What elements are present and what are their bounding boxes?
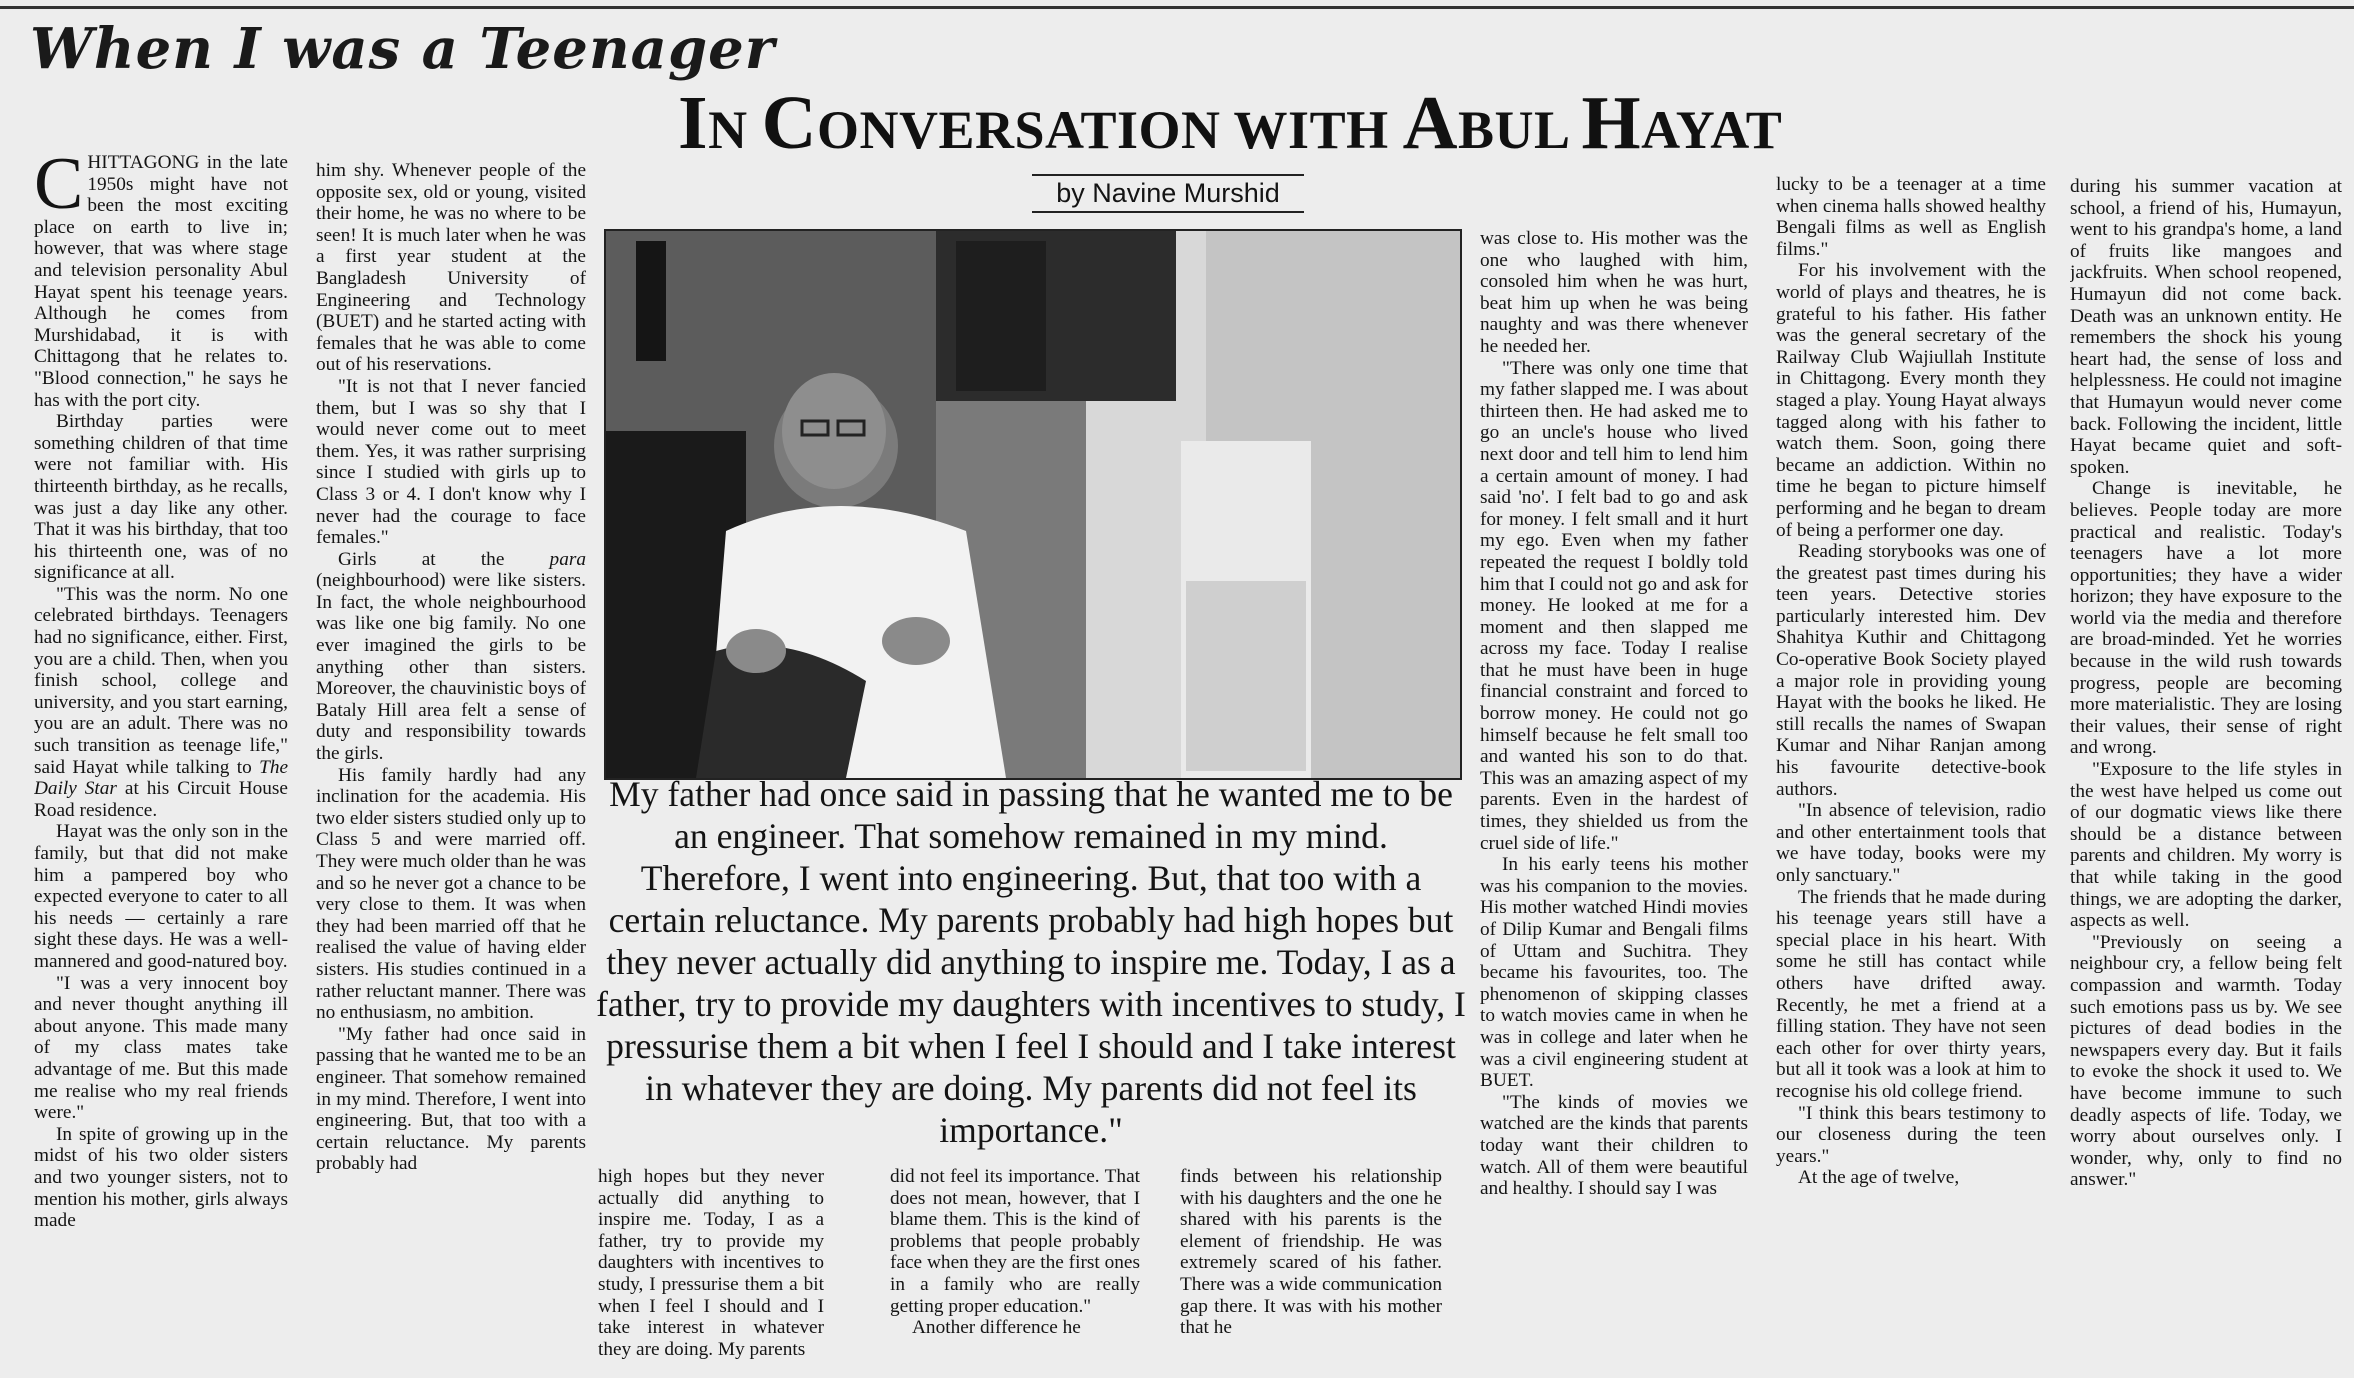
pull-quote: My father had once said in passing that he wanted me to be an engineer. That somehow remained in my mind. Therefore, I went into engineering. But, that too with a certain reluctance. My parents probably had high hopes but they never actually did anything to inspire me. Today, I as a father, try to provide my daughters with incentives to study, I pressurise them a bit when I feel I should and I take interest in whatever they are doing. My parents did not feel its importance." xyxy=(596,774,1466,1150)
paragraph xyxy=(316,549,586,765)
paragraph: Birthday parties were something children of that time were not familiar with. His thirteenth birthday, as he recalls, was just a day like any other. That it was his birthday, that too his thirteenth one, was of no significance at all. xyxy=(34,411,288,584)
headline-part: N xyxy=(708,100,762,160)
headline-part: ONVERSATION WITH xyxy=(816,100,1403,160)
paragraph: The friends that he made during his teenage years still have a special place in his heart. With some he still has contact while others have drifted away. Recently, he met a friend at a filling station. They have not seen each other for over thirty years, but all it took was a look at him to recognise his old college friend. xyxy=(1776,886,2046,1102)
paragraph-text: at his Circuit House Road residence. xyxy=(34,778,288,821)
headline-initial: C xyxy=(761,81,817,165)
paragraph: "The kinds of movies we watched are the kinds that parents today want their children to watch. All of them were beautiful and healthy. I should say I was xyxy=(1480,1091,1748,1200)
top-rule xyxy=(0,6,2354,9)
article-column-8 xyxy=(2070,176,2342,1372)
paragraph: lucky to be a teenager at a time when cinema halls showed healthy Bengali films as well as English films." xyxy=(1776,174,2046,260)
italic-word: para xyxy=(549,548,586,570)
headline xyxy=(678,80,1782,167)
article-column-7 xyxy=(1776,174,2046,1372)
paragraph: him shy. Whenever people of the opposite sex, old or young, visited their home, he was no where to be seen! It is much later when he was a first year student at the Bangladesh University of Engineering and Technology (BUET) and he started acting with females that he was able to come out of his reservations. xyxy=(316,160,586,376)
paragraph: At the age of twelve, xyxy=(1798,1167,1960,1189)
headline-initial: I xyxy=(678,81,709,165)
article-column-2 xyxy=(316,160,586,1372)
paragraph: Another difference he xyxy=(912,1317,1081,1339)
paragraph-text: "This was the norm. No one celebrated birthdays. Teenagers had no significance, either. First, you are a child. Then, when you finish school, college and university, and you start earning, you are an adult. There was no such transition as teenage life," said Hayat while talking to xyxy=(34,583,288,778)
section-kicker: When I was a Teenager xyxy=(30,16,776,82)
paragraph-text: Girls at the xyxy=(338,548,505,570)
article-column-3 xyxy=(598,1166,824,1372)
paragraph: "In absence of television, radio and other entertainment tools that we have today, books were my only sanctuary." xyxy=(1776,800,2046,886)
paragraph-text: (neighbourhood) were like sisters. In fact, the whole neighbourhood was like one big family. No one ever imagined the girls to be anything other than sisters. Moreover, the chauvinistic boys of Bataly Hill area felt a sense of duty and responsibility towards the girls. xyxy=(316,570,586,765)
paragraph: "Previously on seeing a neighbour cry, a fellow being felt compassion and warmth. Today such emotions pass us by. We see pictures of dead bodies in the newspapers every day. But it fails to evoke the shock it used to. We have become immune to such deadly aspects of life. Today, we worry about ourselves only. I wonder, why, only to find no answer." xyxy=(2070,931,2342,1191)
paragraph: "It is not that I never fancied them, but I was so shy that I would never come out to meet them. Yes, it was rather surprising since I studied with girls up to Class 3 or 4. I don't know why I never had the courage to face females." xyxy=(316,375,586,549)
paragraph xyxy=(34,152,288,411)
article-column-6 xyxy=(1480,228,1748,1372)
paragraph: finds between his relationship with his daughters and the one he shared with his parents is the element of friendship. He was extremely scared of his father. There was a wide communication gap there. It was with his mother that he xyxy=(1180,1166,1442,1339)
article-column-4 xyxy=(890,1166,1140,1372)
article-column-1 xyxy=(34,152,288,1372)
paragraph: "I think this bears testimony to our closeness during the teen years." xyxy=(1776,1102,2046,1167)
newspaper-name: The Daily Star xyxy=(34,756,288,800)
paragraph: Change is inevitable, he believes. People today are more practical and realistic. Today's teenagers have a lot more opportunities; they have a wider horizon; they have exposure to the world via the media and therefore are broad-minded. Yet he worries because in the wild rush towards progress, people are becoming more materialistic. They are losing their values, their sense of right and wrong. xyxy=(2070,478,2342,759)
paragraph: did not feel its importance. That does not mean, however, that I blame them. This is the kind of problems that people probably face when they are the first ones in a family who are really getting proper education." xyxy=(890,1166,1140,1317)
headline-initial: H xyxy=(1581,81,1642,165)
paragraph: "There was only one time that my father slapped me. I was about thirteen then. He had asked me to go an uncle's house who lived next door and tell him to lend him a certain amount of money. I had said 'no'. I felt bad to go and ask for money. I felt small and it hurt my ego. Even when my father repeated the request I boldly told him that I could not go and ask for money. He looked at me for a moment and then slapped me across my face. Today I realise that he must have been in huge financial constraint and forced to borrow money. He could not go himself because he felt small too and wanted his son to do that. This was an amazing aspect of my parents. Even in the hardest of times, they shielded us from the cruel side of life." xyxy=(1480,357,1748,854)
paragraph: Hayat was the only son in the family, but that did not make him a pampered boy who expected everyone to cater to all his needs — certainly a rare sight these days. He was a well-mannered and good-natured boy. xyxy=(34,821,288,972)
paragraph: In spite of growing up in the midst of his two older sisters and two younger sisters, not to mention his mother, girls always made xyxy=(34,1123,288,1232)
article-photo xyxy=(604,229,1462,780)
byline: by Navine Murshid xyxy=(1032,174,1304,213)
photo-of-abul-hayat xyxy=(606,231,1460,778)
headline-part: AYAT xyxy=(1641,100,1783,160)
paragraph: His family hardly had any inclination for the academia. His two elder sisters studied only up to Class 5 and were married off. They were much older than he was and so he never got a chance to be very close to them. It was when they had been married off that he realised the value of having elder sisters. His studies continued in a rather reluctant manner. There was no enthusiasm, no ambition. xyxy=(316,764,586,1024)
paragraph: Reading storybooks was one of the greatest past times during his teen years. Detective stories particularly interested him. Dev Shahitya Kuthir and Chittagong Co-operative Book Society played a major role in providing young Hayat with the books he liked. He still recalls the names of Swapan Kumar and Nihar Ranjan among his favourite detective-book authors. xyxy=(1776,541,2046,800)
paragraph: "My father had once said in passing that he wanted me to be an engineer. That somehow remained in my mind. Therefore, I went into engineering. But, that too with a certain reluctance. My parents probably had xyxy=(316,1023,586,1175)
paragraph-text: HITTAGONG in the late 1950s might have not been the most exciting place on earth to live in; however, that was where stage and television personality Abul Hayat spent his teenage years. Although he comes from Murshidabad, it is with Chittagong that he relates to. "Blood connection," he says he has with the port city. xyxy=(34,152,288,411)
drop-cap: C xyxy=(34,152,84,225)
paragraph: In his early teens his mother was his companion to the movies. His mother watched Hindi movies of Dilip Kumar and Bengali films of Uttam and Suchitra. They became his favourites, too. The phenomenon of skipping classes to watch movies came in when he was in college and later when he was a civil engineering student at BUET. xyxy=(1480,854,1748,1092)
headline-part: BUL xyxy=(1457,100,1582,160)
headline-initial: A xyxy=(1402,81,1458,165)
paragraph: "I was a very innocent boy and never thought anything ill about anyone. This made many of my class mates take advantage of me. But this made me realise who my real friends were." xyxy=(34,972,288,1124)
paragraph xyxy=(34,584,288,822)
paragraph: was close to. His mother was the one who laughed with him, consoled him when he was hurt, beat him up when he was being naughty and was there whenever he needed her. xyxy=(1480,228,1748,357)
paragraph: during his summer vacation at school, a friend of his, Humayun, went to his grandpa's home, a land of fruits like mangoes and jackfruits. When school reopened, Humayun did not come back. Death was an unknown entity. He remembers the shock his young heart had, the sense of loss and helplessness. He could not imagine that Humayun would never come back. Following the incident, little Hayat became quiet and soft-spoken. xyxy=(2070,176,2342,478)
article-column-5 xyxy=(1180,1166,1442,1372)
paragraph: high hopes but they never actually did anything to inspire me. Today, I as a father, try to provide my daughters with incentives to study, I pressurise them a bit when I feel I should and I take interest in whatever they are doing. My parents xyxy=(598,1166,824,1360)
paragraph: For his involvement with the world of plays and theatres, he is grateful to his father. His father was the general secretary of the Railway Club Wajiullah Institute in Chittagong. Every month they staged a play. Young Hayat always tagged along with his father to watch them. Soon, going there became an addiction. Within no time he began to picture himself performing and he began to dream of being a performer one day. xyxy=(1776,260,2046,541)
paragraph: "Exposure to the life styles in the west have helped us come out of our dogmatic views like there should be a distance between parents and children. My worry is that while taking in the good things, we are adopting the darker, aspects as well. xyxy=(2070,759,2342,932)
